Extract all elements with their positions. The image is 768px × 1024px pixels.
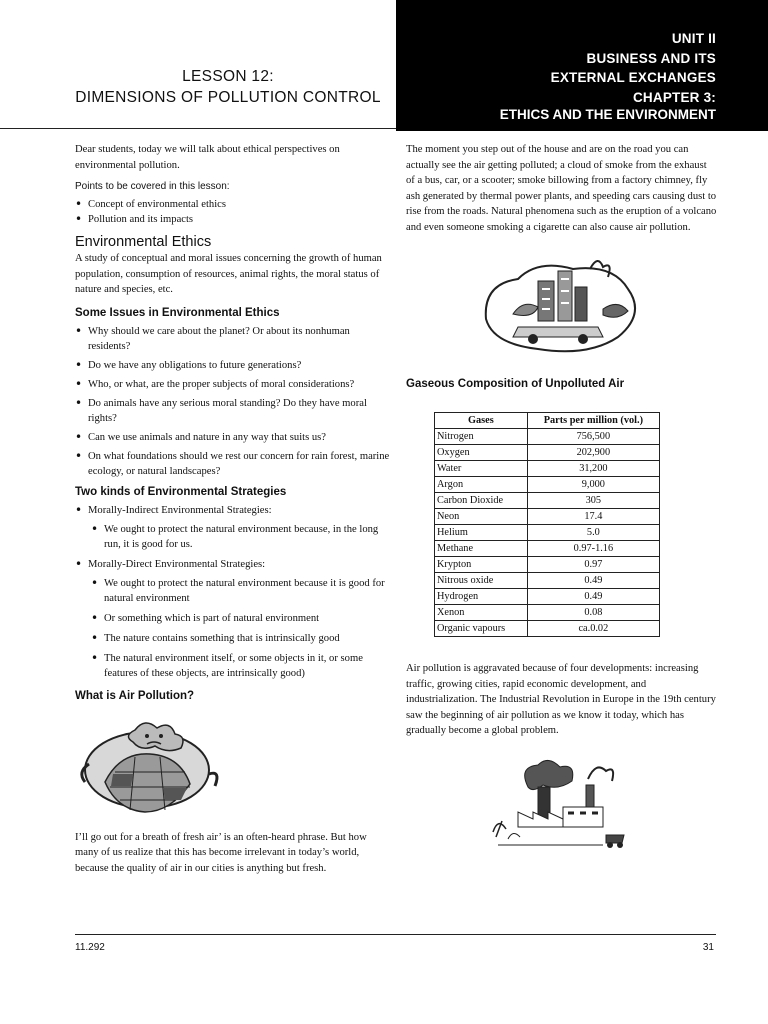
gas-ppm: 17.4 <box>527 509 659 525</box>
gas-ppm: 0.97-1.16 <box>527 541 659 557</box>
list-item: • Do animals have any serious moral standing? Do they have moral rights? <box>75 396 390 426</box>
column-header-gases: Gases <box>435 413 528 429</box>
table-row <box>435 589 660 605</box>
gas-name: Carbon Dioxide <box>435 493 528 509</box>
list-item: • Or something which is part of natural environment <box>75 611 390 626</box>
gas-name: Organic vapours <box>435 621 528 637</box>
env-ethics-heading: Environmental Ethics <box>75 234 212 250</box>
points-label: Points to be covered in this lesson: <box>75 181 230 192</box>
list-item: • Who, or what, are the proper subjects of moral considerations? <box>75 377 390 392</box>
table-row <box>435 477 660 493</box>
gas-ppm: 202,900 <box>527 445 659 461</box>
page-number: 31 <box>702 942 714 953</box>
gas-ppm: 305 <box>527 493 659 509</box>
table-row <box>435 461 660 477</box>
gas-name: Helium <box>435 525 528 541</box>
table-row <box>435 605 660 621</box>
table-row <box>435 541 660 557</box>
indirect-strategy-list <box>75 522 390 552</box>
list-item: • The natural environment itself, or some objects in it, or some features of these objects, are intrinsically good) <box>75 651 390 681</box>
list-item: • Pollution and its impacts <box>75 212 390 227</box>
table-row <box>435 493 660 509</box>
list-item: • The nature contains something that is intrinsically good <box>75 631 390 646</box>
list-item: • We ought to protect the natural environment because, in the long run, it is good for us. <box>75 522 390 552</box>
direct-strategy-label: • Morally-Direct Environmental Strategies: <box>75 557 390 572</box>
table-heading: Gaseous Composition of Unpolluted Air <box>406 378 625 390</box>
header-left <box>0 0 396 129</box>
gas-name: Xenon <box>435 605 528 621</box>
table-row <box>435 509 660 525</box>
issues-list <box>75 324 390 479</box>
gas-ppm: 9,000 <box>527 477 659 493</box>
gas-name: Methane <box>435 541 528 557</box>
unit-block <box>551 29 716 107</box>
gas-ppm: ca.0.02 <box>527 621 659 637</box>
issues-heading: Some Issues in Environmental Ethics <box>75 306 280 319</box>
aggravated-paragraph: Air pollution is aggravated because of four developments: increasing traffic, growing cities, rapid economic development, and industrialization. The Industrial Revolution in Europe in the 19th century saw the beginning of air pollution as we know it today, which has gradually become a global problem. <box>406 663 716 736</box>
gas-name: Water <box>435 461 528 477</box>
lesson-number: LESSON 12: <box>182 68 274 85</box>
footer-divider <box>75 934 716 935</box>
lesson-name: DIMENSIONS OF POLLUTION CONTROL <box>75 89 381 106</box>
air-pollution-heading: What is Air Pollution? <box>75 689 195 702</box>
direct-strategy-block <box>75 557 390 572</box>
gas-name: Neon <box>435 509 528 525</box>
gas-ppm: 0.08 <box>527 605 659 621</box>
list-item: • Why should we care about the planet? Or about its nonhuman residents? <box>75 324 390 354</box>
fresh-air-paragraph: I’ll go out for a breath of fresh air’ is an often-heard phrase. But how many of us realize that this has become irrelevant in today’s world, because the quality of air in our cities is anything but fresh. <box>75 831 367 874</box>
table-row <box>435 429 660 445</box>
table-row <box>435 525 660 541</box>
gas-name: Argon <box>435 477 528 493</box>
chapter-label: CHAPTER 3: <box>632 89 716 105</box>
table-row <box>435 621 660 637</box>
intro-paragraph-right: The moment you step out of the house and are on the road you can actually see the air getting polluted; a cloud of smoke from the exhaust of a bus, car, or a scooter; smoke billowing from a factory chimney, fly ash generated by thermal power plants, and speeding cars causing dust to rise from the roads. Natural phenomena such as the eruption of a volcano and even someone smoking a cigarette can also cause air pollution. <box>406 144 717 233</box>
unit-label: UNIT II <box>671 31 716 46</box>
table-header-row <box>435 413 660 429</box>
list-item: • We ought to protect the natural environment because it is good for natural environment <box>75 576 390 606</box>
env-ethics-paragraph: A study of conceptual and moral issues concerning the growth of human population, consumption of resources, animal rights, the moral status of nature and species, etc. <box>75 253 382 295</box>
gas-name: Nitrous oxide <box>435 573 528 589</box>
unit-title-line1: BUSINESS AND ITS <box>586 50 716 66</box>
header-banner <box>396 0 768 131</box>
gas-composition-table <box>434 412 660 637</box>
gas-ppm: 0.97 <box>527 557 659 573</box>
gas-ppm: 31,200 <box>527 461 659 477</box>
list-item: • Can we use animals and nature in any way that suits us? <box>75 430 390 445</box>
right-column <box>406 142 718 857</box>
list-item: • Concept of environmental ethics <box>75 197 390 212</box>
gas-ppm: 0.49 <box>527 573 659 589</box>
polluted-globe-illustration <box>75 712 225 822</box>
chapter-title: ETHICS AND THE ENVIRONMENT <box>499 107 716 122</box>
gas-ppm: 756,500 <box>527 429 659 445</box>
points-list <box>75 197 390 227</box>
direct-strategy-list <box>75 576 390 681</box>
left-column <box>75 142 390 876</box>
indirect-strategy-label: • Morally-Indirect Environmental Strategies: <box>75 503 390 518</box>
factory-pollution-illustration <box>488 757 628 857</box>
gas-name: Nitrogen <box>435 429 528 445</box>
strategies-list <box>75 503 390 518</box>
table-row <box>435 573 660 589</box>
gas-name: Krypton <box>435 557 528 573</box>
gas-ppm: 5.0 <box>527 525 659 541</box>
list-item: • On what foundations should we rest our concern for rain forest, marine ecology, or natural landscapes? <box>75 449 390 479</box>
gas-name: Hydrogen <box>435 589 528 605</box>
gas-name: Oxygen <box>435 445 528 461</box>
column-header-ppm: Parts per million (vol.) <box>527 413 659 429</box>
strategies-heading: Two kinds of Environmental Strategies <box>75 485 287 498</box>
gas-ppm: 0.49 <box>527 589 659 605</box>
list-item: • Do we have any obligations to future generations? <box>75 358 390 373</box>
table-row <box>435 557 660 573</box>
intro-paragraph: Dear students, today we will talk about ethical perspectives on environmental pollution. <box>75 144 340 171</box>
city-pollution-illustration <box>478 249 648 359</box>
footer-code: 11.292 <box>75 942 105 953</box>
table-row <box>435 445 660 461</box>
unit-title-line2: EXTERNAL EXCHANGES <box>550 70 716 85</box>
lesson-title <box>0 66 456 108</box>
